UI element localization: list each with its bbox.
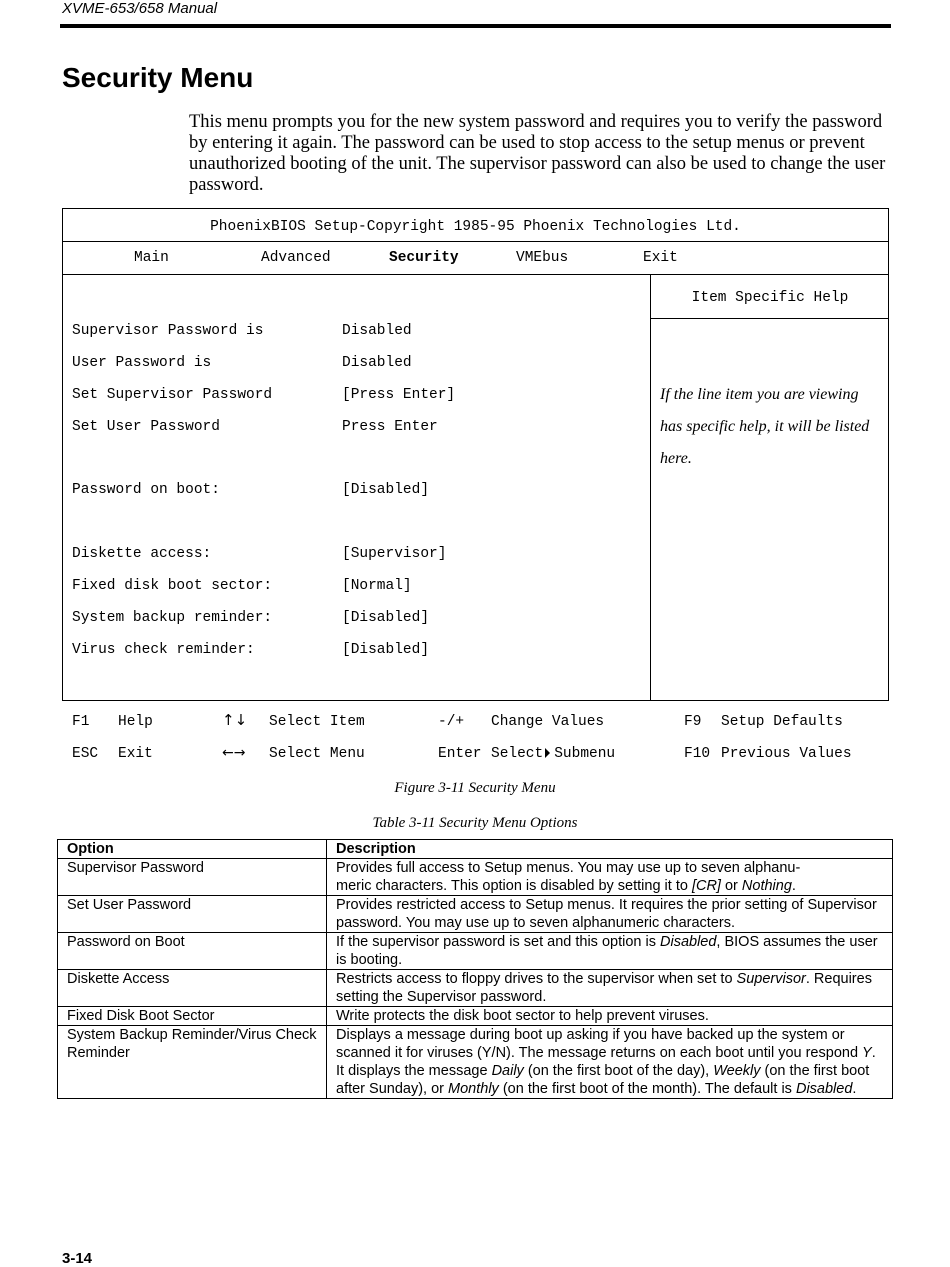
description-text: . Requires setting the Supervisor password. [336, 971, 872, 1005]
italic-term: Weekly [713, 1063, 761, 1079]
setting-value[interactable]: [Disabled] [342, 642, 430, 658]
legend-action: Exit [118, 746, 153, 762]
setting-value[interactable]: [Disabled] [342, 482, 430, 498]
up-down-arrows-icon: ↑↓ [222, 711, 248, 729]
legend-action: Select Item [269, 714, 365, 730]
setting-value[interactable]: Press Enter [342, 419, 438, 435]
setting-label: Supervisor Password is [72, 323, 264, 339]
description-text: If the supervisor password is set and this option is [336, 934, 660, 950]
italic-term: Disabled [660, 934, 717, 950]
figure-caption: Figure 3-11 Security Menu [394, 780, 556, 796]
setting-value[interactable]: [Press Enter] [342, 387, 456, 403]
legend-action [491, 746, 615, 762]
table-row [58, 1007, 893, 1026]
description-text: (on the first boot of the month). The default is [498, 1081, 796, 1097]
submenu-triangle-icon [545, 748, 550, 758]
bios-copyright: PhoenixBIOS Setup-Copyright 1985-95 Phoenix Technologies Ltd. [63, 209, 888, 242]
legend-key: ESC [72, 746, 99, 762]
description-cell [327, 1007, 893, 1026]
table-row [58, 933, 893, 970]
setting-value[interactable]: [Normal] [342, 578, 412, 594]
description-text: Displays a message during boot up asking if you have backed up the system or scanned it for viruses (Y/N). The message returns on each boot until you respond [336, 1027, 863, 1061]
description-text: Provides full access to Setup menus. You may use up to seven alphanu- [336, 860, 801, 876]
page-number: 3-14 [62, 1250, 93, 1267]
menu-vmebus[interactable]: VMEbus [516, 250, 569, 266]
legend-key: F9 [684, 714, 702, 730]
table-row [58, 1026, 893, 1099]
description-cell [327, 1026, 893, 1099]
legend-key: -/+ [438, 714, 465, 730]
description-text: Provides restricted access to Setup menus. It requires the prior setting of Supervisor password. You may use up to seven alphanumeric characters. [336, 897, 877, 931]
description-cell [327, 970, 893, 1007]
italic-term: Daily [491, 1063, 524, 1079]
description-text: . [852, 1081, 857, 1097]
setting-value: Disabled [342, 323, 412, 339]
italic-term: [CR] [691, 878, 721, 894]
italic-term: Supervisor [736, 971, 806, 987]
column-header-option: Option [58, 840, 327, 859]
description-text: (on the first boot of the day), [523, 1063, 714, 1079]
option-cell: Supervisor Password [58, 859, 327, 896]
key-legend [62, 711, 892, 774]
column-header-description: Description [327, 840, 893, 859]
menu-advanced[interactable]: Advanced [261, 250, 331, 266]
legend-key: F10 [684, 746, 711, 762]
description-cell [327, 859, 893, 896]
section-title: Security Menu [62, 62, 254, 93]
legend-action: Help [118, 714, 153, 730]
description-text: . [791, 878, 796, 894]
legend-action-submenu: Submenu [554, 746, 616, 762]
description-text: meric characters. This option is disabled by setting it to [336, 878, 692, 894]
bios-settings-panel [63, 275, 650, 700]
description-text: Restricts access to floppy drives to the supervisor when set to [336, 971, 737, 987]
menu-main[interactable]: Main [134, 250, 169, 266]
legend-action: Setup Defaults [721, 714, 843, 730]
legend-key: F1 [72, 714, 90, 730]
table-row [58, 896, 893, 933]
setting-value[interactable]: [Supervisor] [342, 546, 447, 562]
options-table [57, 839, 893, 1099]
italic-term: Monthly [448, 1081, 499, 1097]
table-header-row [58, 840, 893, 859]
description-text: (on the first boot after Sunday), or [336, 1063, 870, 1097]
legend-action: Select Menu [269, 746, 365, 762]
table-row [58, 970, 893, 1007]
italic-term: Y [862, 1045, 872, 1061]
description-text: , BIOS assumes the user is booting. [336, 934, 878, 968]
bios-menu-bar [63, 242, 888, 275]
legend-action-select: Select [491, 746, 544, 762]
setting-label: User Password is [72, 355, 212, 371]
description-text: . It displays the message [336, 1045, 876, 1079]
setting-value[interactable]: [Disabled] [342, 610, 430, 626]
italic-term: Nothing [741, 878, 792, 894]
help-text: If the line item you are viewing has specific help, it will be listed here. [660, 386, 870, 467]
option-cell: Fixed Disk Boot Sector [58, 1007, 327, 1026]
setting-label[interactable]: Virus check reminder: [72, 642, 255, 658]
option-cell: Diskette Access [58, 970, 327, 1007]
setting-label[interactable]: Password on boot: [72, 482, 220, 498]
option-cell: System Backup Reminder/Virus Check Reminder [58, 1026, 327, 1099]
option-cell: Set User Password [58, 896, 327, 933]
description-text: or [720, 878, 742, 894]
help-panel [650, 275, 889, 700]
option-cell: Password on Boot [58, 933, 327, 970]
left-right-arrows-icon: ←→ [222, 745, 246, 761]
intro-paragraph: This menu prompts you for the new system password and requires you to verify the password by entering it again. The password can be used to stop access to the setup menus or prevent unauthorized booting of the unit. The supervisor password can also be used to change the user password. [189, 112, 886, 195]
description-text: Write protects the disk boot sector to help prevent viruses. [336, 1008, 709, 1024]
help-title: Item Specific Help [651, 275, 889, 319]
table-row [58, 859, 893, 896]
setting-value: Disabled [342, 355, 412, 371]
setting-label[interactable]: System backup reminder: [72, 610, 273, 626]
description-cell [327, 933, 893, 970]
description-cell [327, 896, 893, 933]
italic-term: Disabled [795, 1081, 853, 1097]
bios-screen [62, 208, 889, 701]
setting-label[interactable]: Fixed disk boot sector: [72, 578, 273, 594]
setting-label[interactable]: Set User Password [72, 419, 220, 435]
menu-security[interactable]: Security [389, 250, 459, 266]
legend-key: Enter [438, 746, 482, 762]
menu-exit[interactable]: Exit [643, 250, 678, 266]
legend-action: Change Values [491, 714, 605, 730]
legend-action: Previous Values [721, 746, 852, 762]
header-rule [60, 24, 891, 28]
setting-label[interactable]: Set Supervisor Password [72, 387, 273, 403]
setting-label[interactable]: Diskette access: [72, 546, 212, 562]
manual-title: XVME-653/658 Manual [62, 0, 218, 17]
table-caption: Table 3-11 Security Menu Options [372, 815, 578, 831]
